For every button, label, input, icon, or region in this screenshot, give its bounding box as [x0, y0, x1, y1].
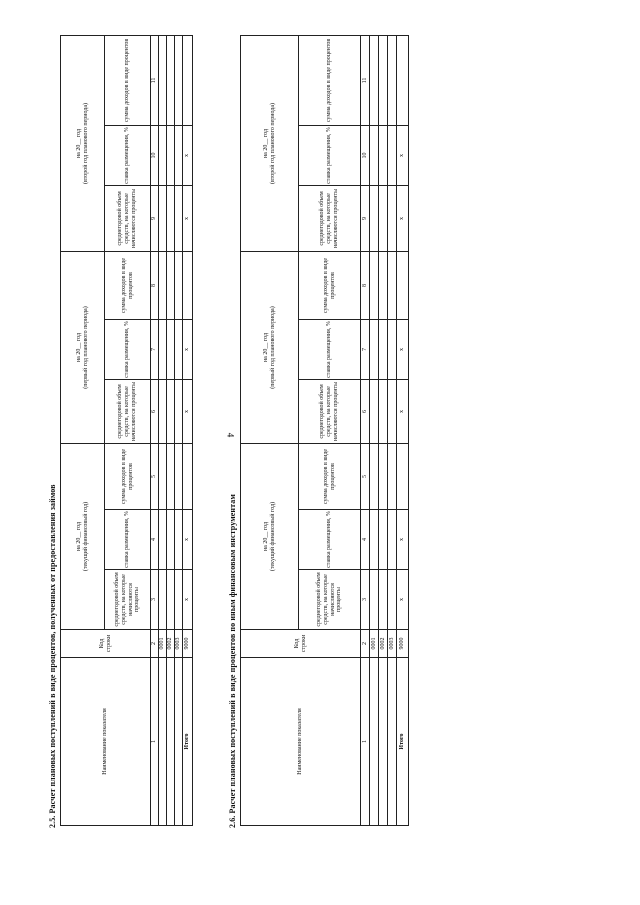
cell-value[interactable] [388, 570, 397, 630]
col-number: 8 [361, 252, 370, 320]
cell-value[interactable] [379, 252, 388, 320]
cell-value[interactable] [167, 510, 175, 570]
cell-value[interactable] [388, 35, 397, 125]
table-row [159, 35, 167, 825]
col-number: 6 [151, 380, 159, 444]
cell-x: x [183, 126, 193, 186]
col-number: 9 [361, 186, 370, 252]
table-row [379, 35, 388, 825]
cell-value[interactable] [167, 252, 175, 320]
subcol-income: сумма доходов в виде процентов [299, 252, 361, 320]
cell-value[interactable] [388, 126, 397, 186]
header-code: Код строки [241, 630, 361, 658]
page-number: 4 [225, 432, 236, 438]
cell-x: x [183, 186, 193, 252]
cell-x: x [183, 510, 193, 570]
table-2-5 [60, 35, 193, 826]
header-period-1 [241, 444, 299, 630]
cell-value[interactable] [388, 320, 397, 380]
cell-value[interactable] [159, 380, 167, 444]
col-number: 5 [361, 444, 370, 510]
subcol-volume: среднегодовой объем средств, на которые начисляются проценты [299, 570, 361, 630]
cell-code: 0001 [370, 630, 379, 658]
period-sub: (второй год планового периода) [269, 103, 276, 184]
cell-value[interactable] [175, 510, 183, 570]
col-number: 7 [361, 320, 370, 380]
cell-value[interactable] [167, 380, 175, 444]
subcol-income: сумма доходов в виде процентов [299, 35, 361, 125]
cell-value[interactable] [370, 320, 379, 380]
cell-value[interactable] [379, 570, 388, 630]
cell-value[interactable] [183, 35, 193, 125]
total-row [397, 35, 409, 825]
cell-value[interactable] [167, 320, 175, 380]
cell-code: 0003 [175, 630, 183, 658]
cell-value[interactable] [379, 35, 388, 125]
cell-value[interactable] [175, 252, 183, 320]
cell-value[interactable] [379, 186, 388, 252]
cell-value[interactable] [388, 380, 397, 444]
cell-value[interactable] [370, 444, 379, 510]
cell-value[interactable] [183, 252, 193, 320]
period-label: на 20__ год [262, 332, 269, 363]
header-name: Наименование показателя [241, 658, 361, 826]
col-number: 10 [151, 126, 159, 186]
table-row [167, 35, 175, 825]
col-number: 11 [151, 35, 159, 125]
cell-value[interactable] [159, 186, 167, 252]
subcol-volume: среднегодовой объем средств, на которые начисляются проценты [105, 570, 151, 630]
col-number: 7 [151, 320, 159, 380]
header-code: Код строки [61, 630, 151, 658]
cell-value[interactable] [379, 126, 388, 186]
cell-code: 0003 [388, 630, 397, 658]
header-row-periods [241, 35, 299, 825]
total-label: Итого [397, 658, 409, 826]
cell-value[interactable] [175, 35, 183, 125]
cell-value[interactable] [370, 35, 379, 125]
total-code: 9000 [397, 630, 409, 658]
col-number: 6 [361, 380, 370, 444]
col-number: 4 [151, 510, 159, 570]
header-period-1 [61, 444, 105, 630]
cell-value[interactable] [370, 570, 379, 630]
cell-name[interactable] [388, 658, 397, 826]
cell-value[interactable] [397, 35, 409, 125]
col-number: 9 [151, 186, 159, 252]
cell-x: x [397, 126, 409, 186]
subcol-rate: ставка размещения, % [299, 126, 361, 186]
cell-value[interactable] [175, 320, 183, 380]
table-row [370, 35, 379, 825]
period-sub: (первый год планового периода) [82, 306, 89, 389]
cell-name[interactable] [175, 658, 183, 826]
col-number: 2 [151, 630, 159, 658]
cell-x: x [397, 510, 409, 570]
cell-value[interactable] [183, 444, 193, 510]
subcol-income: сумма доходов в виде процентов [105, 35, 151, 125]
cell-x: x [183, 320, 193, 380]
col-number: 8 [151, 252, 159, 320]
period-label: на 20__ год [75, 521, 82, 552]
subcol-rate: ставка размещения, % [299, 320, 361, 380]
cell-value[interactable] [167, 444, 175, 510]
cell-value[interactable] [397, 444, 409, 510]
cell-value[interactable] [159, 252, 167, 320]
subcol-rate: ставка размещения, % [105, 320, 151, 380]
cell-value[interactable] [159, 320, 167, 380]
period-label: на 20__ год [262, 521, 269, 552]
table-2-6 [240, 35, 409, 826]
cell-value[interactable] [159, 570, 167, 630]
cell-value[interactable] [379, 320, 388, 380]
table-2-6-wrapper [240, 35, 409, 826]
header-period-2 [241, 252, 299, 444]
header-row-periods [61, 35, 105, 825]
col-numbers-row [361, 35, 370, 825]
cell-x: x [183, 380, 193, 444]
subcol-volume: среднегодовой объем средств, на которые начисляются проценты [105, 186, 151, 252]
cell-value[interactable] [167, 570, 175, 630]
cell-x: x [397, 570, 409, 630]
subcol-volume: среднегодовой объем средств, на которые начисляются проценты [299, 380, 361, 444]
cell-value[interactable] [370, 380, 379, 444]
cell-value[interactable] [370, 510, 379, 570]
cell-value[interactable] [159, 444, 167, 510]
cell-value[interactable] [167, 35, 175, 125]
col-number: 10 [361, 126, 370, 186]
cell-value[interactable] [175, 186, 183, 252]
col-number: 1 [151, 658, 159, 826]
col-number: 3 [151, 570, 159, 630]
period-sub: (текущий финансовый год) [82, 501, 89, 572]
cell-value[interactable] [175, 380, 183, 444]
header-period-2 [61, 252, 105, 444]
period-sub: (первый год планового периода) [269, 306, 276, 389]
cell-value[interactable] [175, 126, 183, 186]
cell-name[interactable] [167, 658, 175, 826]
cell-code: 0001 [159, 630, 167, 658]
cell-value[interactable] [167, 186, 175, 252]
period-sub: (второй год планового периода) [82, 103, 89, 184]
cell-value[interactable] [370, 186, 379, 252]
cell-name[interactable] [159, 658, 167, 826]
cell-value[interactable] [159, 35, 167, 125]
col-number: 5 [151, 444, 159, 510]
cell-x: x [397, 186, 409, 252]
header-period-3 [241, 35, 299, 251]
subcol-volume: среднегодовой объем средств, на которые начисляются проценты [299, 186, 361, 252]
subcol-rate: ставка размещения, % [105, 510, 151, 570]
cell-x: x [397, 380, 409, 444]
col-number: 2 [361, 630, 370, 658]
table-row [175, 35, 183, 825]
cell-name[interactable] [370, 658, 379, 826]
cell-value[interactable] [388, 444, 397, 510]
table-2-5-wrapper [60, 35, 193, 826]
period-label: на 20__ год [262, 128, 269, 159]
cell-value[interactable] [397, 252, 409, 320]
subcol-rate: ставка размещения, % [299, 510, 361, 570]
cell-value[interactable] [388, 186, 397, 252]
period-sub: (текущий финансовый год) [269, 501, 276, 572]
total-label: Итого [183, 658, 193, 826]
cell-value[interactable] [175, 570, 183, 630]
period-label: на 20__ год [75, 332, 82, 363]
period-label: на 20__ год [75, 128, 82, 159]
table-row [388, 35, 397, 825]
cell-value[interactable] [379, 444, 388, 510]
col-number: 11 [361, 35, 370, 125]
cell-value[interactable] [388, 252, 397, 320]
cell-value[interactable] [167, 126, 175, 186]
total-code: 9000 [183, 630, 193, 658]
subcol-income: сумма доходов в виде процентов [105, 444, 151, 510]
section-title-2-6: 2.6. Расчет плановых поступлений в виде процентов по иным финансовым инструментам [228, 494, 237, 828]
col-number: 1 [361, 658, 370, 826]
subcol-volume: среднегодовой объем средств, на которые начисляются проценты [105, 380, 151, 444]
cell-value[interactable] [159, 126, 167, 186]
col-number: 3 [361, 570, 370, 630]
section-title-2-5: 2.5. Расчет плановых поступлений в виде процентов, полученных от предоставления займов [48, 484, 57, 828]
col-numbers-row [151, 35, 159, 825]
cell-code: 0002 [379, 630, 388, 658]
cell-code: 0002 [167, 630, 175, 658]
cell-name[interactable] [379, 658, 388, 826]
total-row [183, 35, 193, 825]
subcol-income: сумма доходов в виде процентов [299, 444, 361, 510]
cell-x: x [397, 320, 409, 380]
cell-value[interactable] [370, 252, 379, 320]
cell-value[interactable] [159, 510, 167, 570]
cell-value[interactable] [388, 510, 397, 570]
cell-value[interactable] [370, 126, 379, 186]
col-number: 4 [361, 510, 370, 570]
cell-value[interactable] [379, 380, 388, 444]
cell-value[interactable] [175, 444, 183, 510]
header-period-3 [61, 35, 105, 251]
subcol-income: сумма доходов в виде процентов [105, 252, 151, 320]
cell-x: x [183, 570, 193, 630]
cell-value[interactable] [379, 510, 388, 570]
header-name: Наименование показателя [61, 658, 151, 826]
subcol-rate: ставка размещения, % [105, 126, 151, 186]
